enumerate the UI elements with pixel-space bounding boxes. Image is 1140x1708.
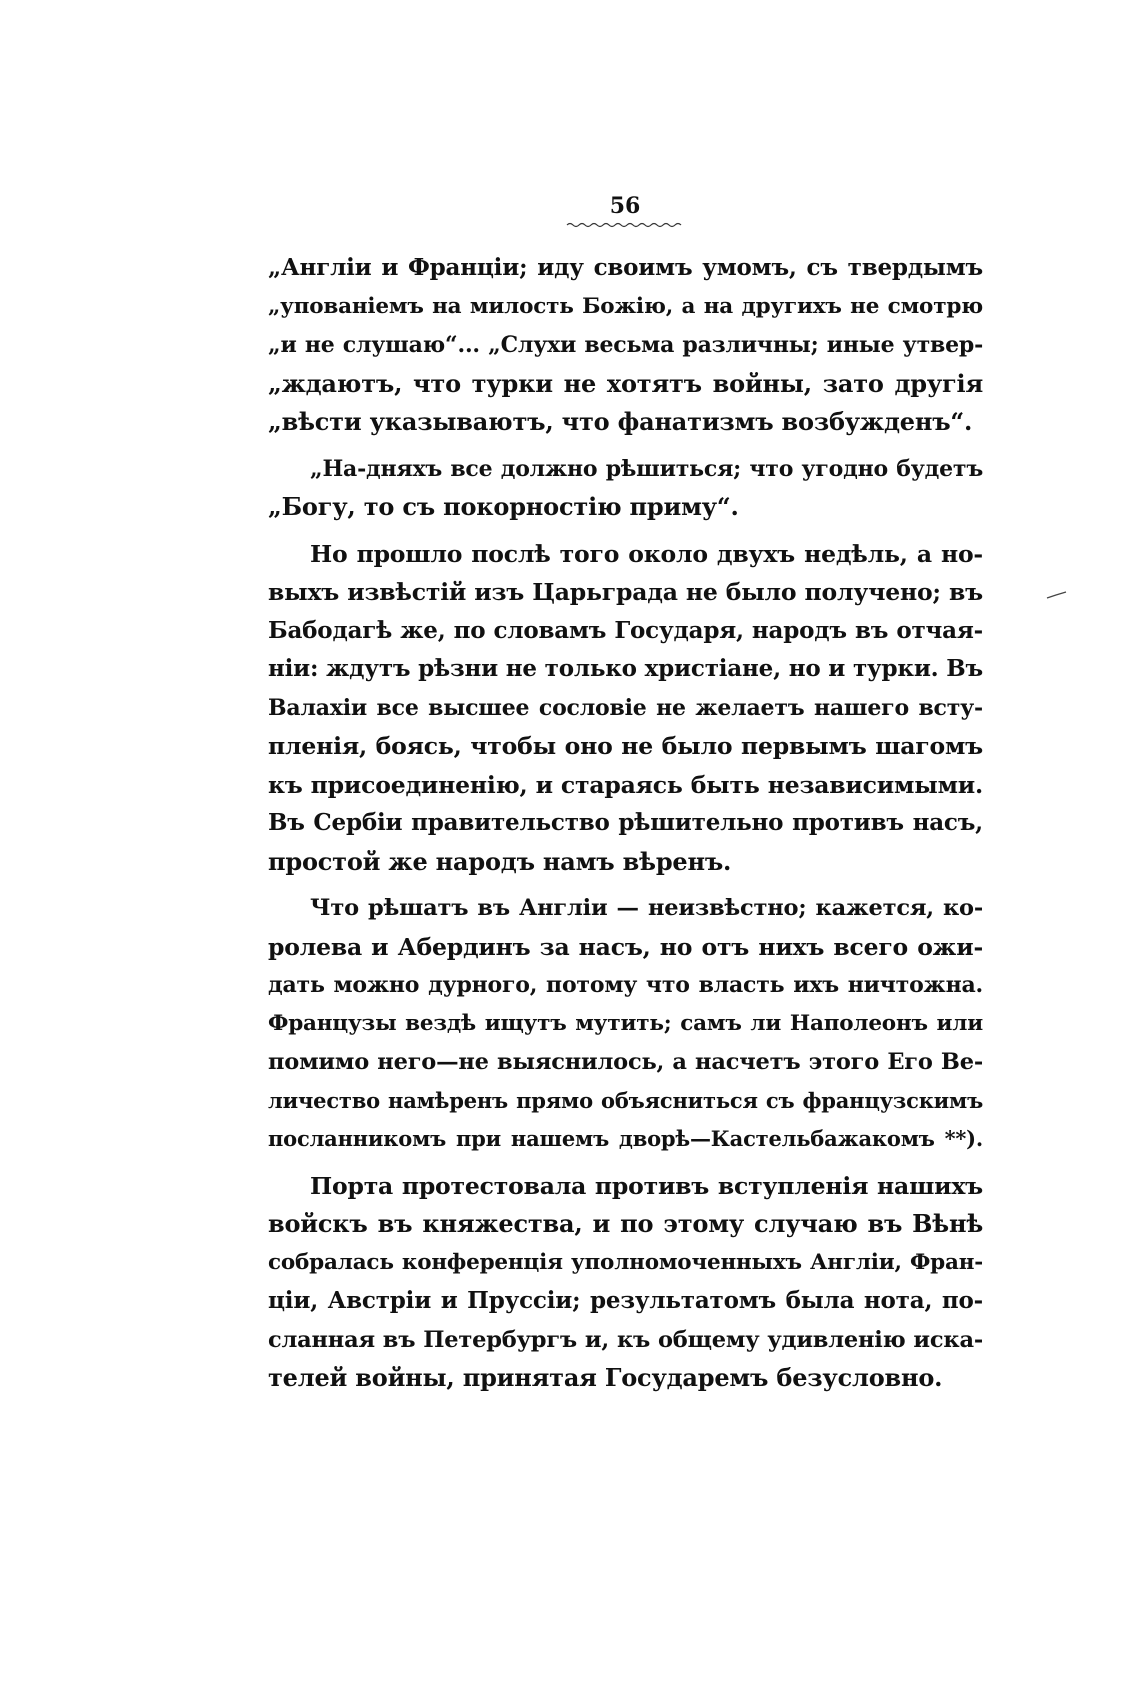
text-line: ролева и Абердинъ за насъ, но отъ нихъ всего ожи- [268,932,983,961]
text-line: дать можно дурного, потому что власть ихъ ничтожна. [268,972,983,998]
text-line: „и не слушаю“... „Слухи весьма различны; иные утвер- [268,332,983,358]
text-line: Въ Сербіи правительство рѣшительно противъ насъ, [268,809,983,836]
text-line: „На-дняхъ все должно рѣшиться; что угодно будетъ [310,455,983,482]
text-line: телей войны, принятая Государемъ безусловно. [268,1363,943,1392]
pencil-mark-icon [1046,590,1068,600]
paragraph-0 [268,249,983,442]
page-header [560,193,690,229]
text-line: простой же народъ намъ вѣренъ. [268,846,732,876]
text-line: ніи: ждутъ рѣзни не только христіане, но и турки. Въ [268,655,983,682]
text-line: Но прошло послѣ того около двухъ недѣль, а но- [310,539,983,568]
text-line: собралась конференція уполномоченныхъ Англіи, Фран- [268,1249,983,1275]
text-line: „Богу, то съ покорностію приму“. [268,492,739,521]
text-line: „упованіемъ на милость Божію, а на другихъ не смотрю [268,293,983,319]
paragraph-3 [268,889,983,1159]
paragraph-1 [268,450,983,527]
text-line: войскъ въ княжества, и по этому случаю въ Вѣнѣ [268,1209,983,1238]
text-line: къ присоединенію, и стараясь быть независимыми. [268,770,983,799]
text-line: „ждаютъ, что турки не хотятъ войны, зато другія [268,368,983,398]
text-line: Валахіи все высшее сословіе не желаетъ нашего всту- [268,694,983,721]
wavy-underline-ornament [566,221,684,229]
paragraph-4 [268,1167,983,1398]
text-line: личество намѣренъ прямо объясниться съ французскимъ [268,1087,983,1113]
text-line: Бабодагѣ же, по словамъ Государя, народъ въ отчая- [268,616,983,644]
text-line: сланная въ Петербургъ и, къ общему удивленію иска- [268,1326,983,1353]
text-line: помимо него—не выяснилось, а насчетъ этого Его Ве- [268,1049,983,1075]
text-line: „Англіи и Франціи; иду своимъ умомъ, съ твердымъ [268,254,983,281]
page-number: 56 [609,193,641,219]
text-line: посланникомъ при нашемъ дворѣ—Кастельбажакомъ **). [268,1126,983,1151]
text-line: Что рѣшатъ въ Англіи — неизвѣстно; кажется, ко- [310,895,983,921]
text-line: пленія, боясь, чтобы оно не было первымъ шагомъ [268,732,983,760]
text-line: „вѣсти указываютъ, что фанатизмъ возбужденъ“. [268,407,973,436]
body-text [268,249,983,1398]
text-line: Французы вездѣ ищутъ мутить; самъ ли Наполеонъ или [268,1010,983,1036]
text-line: выхъ извѣстій изъ Царьграда не было получено; въ [268,578,983,606]
text-line: Порта протестовала противъ вступленія нашихъ [310,1171,983,1200]
text-line: ціи, Австріи и Пруссіи; результатомъ была нота, по- [268,1287,983,1314]
paragraph-2 [268,535,983,882]
